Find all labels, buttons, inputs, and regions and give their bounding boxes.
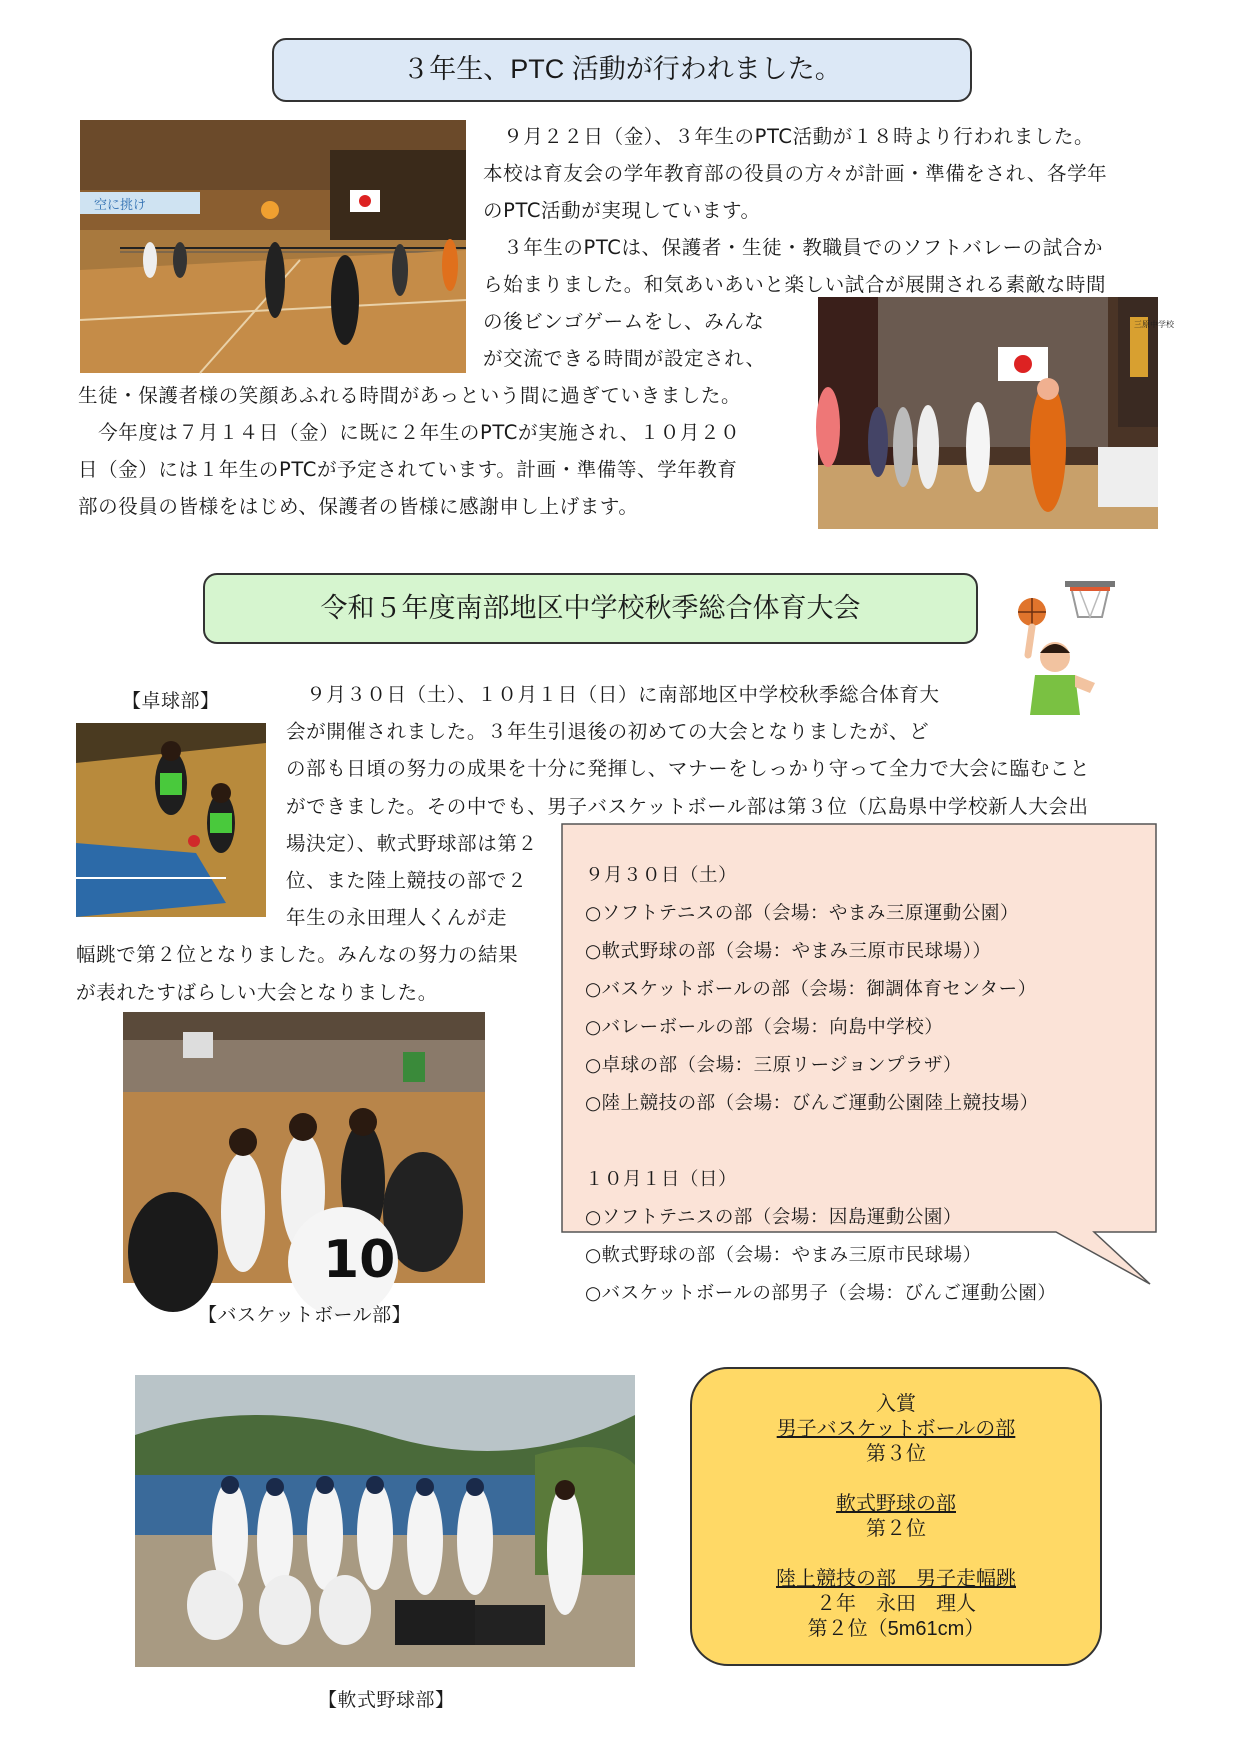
schedule-item: ○軟式野球の部（会場：やまみ三原市民球場））	[585, 941, 992, 962]
s2-line: ができました。その中でも、男子バスケットボール部は第３位（広島県中学校新人大会出	[286, 794, 1089, 818]
s1-line: 日（金）には１年生のPTCが予定されています。計画・準備等、学年教育	[78, 458, 738, 481]
section1-paragraph	[78, 118, 1108, 525]
s2-line: の部も日頃の努力の成果を十分に発揮し、マナーをしっかり守って全力で大会に臨むこと	[286, 757, 1091, 781]
s1-line: 部の役員の皆様をはじめ、保護者の皆様に感謝申し上げます。	[78, 495, 639, 518]
stage-photo	[818, 297, 1174, 529]
schedule-item: ○ソフトテニスの部（会場：やまみ三原運動公園）	[585, 903, 1019, 924]
s1-line: のPTC活動が実現しています。	[483, 199, 761, 222]
schedule-day2-heading: １０月１日（日）	[585, 1169, 738, 1190]
gym-banner-text: 空に挑け	[94, 198, 147, 213]
award-result: 第２位（5m61cm）	[807, 1618, 985, 1640]
section1-title: ３年生、PTC 活動が行われました。	[272, 38, 972, 102]
award-event: 陸上競技の部 男子走幅跳	[776, 1568, 1016, 1590]
schedule-list	[585, 857, 1056, 1313]
s1-line: 今年度は７月１４日（金）に既に２年生のPTCが実施され、１０月２０	[78, 421, 741, 444]
s1-line: ９月２２日（金）、３年生のPTC活動が１８時より行われました。	[483, 125, 1095, 148]
awards-heading: 入賞	[876, 1393, 916, 1415]
award-result: 第２位	[866, 1518, 926, 1540]
s2-line: 会が開催されました。３年生引退後の初めての大会となりましたが、ど	[286, 720, 930, 744]
photo-sign-text: 三原中学校	[1134, 320, 1174, 329]
basketball-photo	[123, 1012, 485, 1290]
s1-line: の後ビンゴゲームをし、みんな	[483, 310, 765, 333]
awards-list	[690, 1392, 1102, 1642]
schedule-item: ○バスケットボールの部男子（会場：びんご運動公園）	[585, 1283, 1057, 1304]
schedule-item: ○バレーボールの部（会場：向島中学校）	[585, 1017, 944, 1038]
baseball-photo	[135, 1375, 635, 1667]
baseball-caption: 【軟式野球部】	[318, 1689, 455, 1711]
table-tennis-caption: 【卓球部】	[122, 690, 220, 712]
schedule-day1-heading: ９月３０日（土）	[585, 865, 738, 886]
award-event: 軟式野球の部	[836, 1493, 956, 1515]
s1-line: が交流できる時間が設定され、	[483, 347, 766, 370]
s2-line: ９月３０日（土）、１０月１日（日）に南部地区中学校秋季総合体育大	[286, 683, 940, 706]
basketball-caption: 【バスケットボール部】	[198, 1304, 412, 1326]
jersey-number: 10	[323, 1230, 396, 1290]
s1-line: 生徒・保護者様の笑顔あふれる時間があっという間に過ぎていきました。	[78, 384, 742, 407]
section2-title: 令和５年度南部地区中学校秋季総合体育大会	[203, 573, 978, 644]
s2-line: 位、また陸上競技の部で２	[286, 869, 528, 893]
award-person: ２年 永田 理人	[816, 1593, 976, 1615]
schedule-item: ○ソフトテニスの部（会場：因島運動公園）	[585, 1207, 962, 1228]
s2-line: 年生の永田理人くんが走	[286, 906, 508, 930]
award-event: 男子バスケットボールの部	[776, 1418, 1016, 1440]
schedule-item: ○軟式野球の部（会場：やまみ三原市民球場）	[585, 1245, 982, 1266]
schedule-item: ○バスケットボールの部（会場：御調体育センター）	[585, 979, 1037, 1000]
schedule-item: ○卓球の部（会場：三原リージョンプラザ）	[585, 1055, 962, 1076]
schedule-item: ○陸上競技の部（会場：びんご運動公園陸上競技場）	[585, 1093, 1039, 1114]
s1-line: 本校は育友会の学年教育部の役員の方々が計画・準備をされ、各学年	[483, 162, 1108, 185]
s2-line: 場決定）、軟式野球部は第２	[286, 831, 538, 855]
s1-line: ３年生のPTCは、保護者・生徒・教職員でのソフトバレーの試合か	[483, 236, 1104, 259]
s2-line: が表れたすばらしい大会となりました。	[76, 980, 438, 1004]
award-result: 第３位	[866, 1443, 926, 1465]
s1-line: ら始まりました。和気あいあいと楽しい試合が展開される素敵な時間	[483, 273, 1107, 296]
s2-line: 幅跳で第２位となりました。みんなの努力の結果	[76, 943, 519, 967]
